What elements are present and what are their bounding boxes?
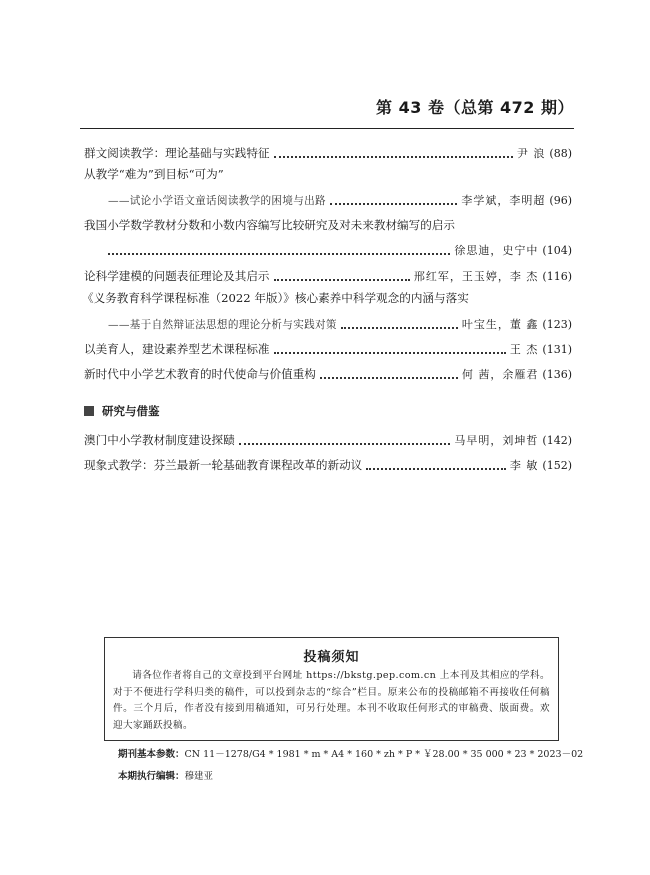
toc-entry-page: (116) [542, 269, 572, 283]
toc-entry-title: 群文阅读教学：理论基础与实践特征 [84, 146, 270, 160]
toc-entry-title[interactable]: 我国小学数学教材分数和小数内容编写比较研究及对未来教材编写的启示 [84, 218, 456, 232]
toc-entry-page: (88) [549, 146, 572, 160]
leader-dots [341, 325, 458, 329]
toc-entry-page: (131) [542, 342, 572, 356]
toc-entry-page: (104) [542, 243, 572, 257]
toc-entry-title: 现象式教学：芬兰最新一轮基础教育课程改革的新动议 [84, 458, 363, 472]
journal-parameters-label: 期刊基本参数 [118, 749, 176, 760]
submission-notice-box [104, 637, 559, 741]
leader-dots [239, 441, 451, 445]
toc-entry-title: 澳门中小学教材制度建设探赜 [84, 433, 235, 447]
toc-entry-authors: 邢红军，王玉婷，李 杰 [413, 270, 539, 283]
toc-entry-authors: 徐思迪，史宁中 [454, 244, 539, 257]
section-heading-label: 研究与借鉴 [102, 404, 160, 418]
toc-entry-authors: 何 茜，余雁君 [461, 368, 539, 381]
toc-entry-title: 新时代中小学艺术教育的时代使命与价值重构 [84, 367, 316, 381]
square-bullet-icon [84, 406, 94, 416]
toc-entry-authors: 叶宝生，董 鑫 [461, 318, 539, 331]
leader-dots [366, 466, 506, 470]
executive-editor [118, 768, 213, 782]
toc-entry-page: (136) [542, 367, 572, 381]
toc-entry-subtitle: ——基于自然辩证法思想的理论分析与实践对策 [108, 318, 337, 331]
toc-entry-authors: 马早明，刘坤哲 [454, 434, 539, 447]
notice-title: 投稿须知 [303, 650, 360, 665]
colon: ： [175, 749, 185, 760]
toc-entry[interactable] [84, 266, 572, 286]
journal-parameters [118, 746, 583, 760]
toc-entry[interactable] [84, 143, 572, 163]
toc-entry[interactable] [84, 455, 572, 475]
toc-entry-page: (123) [542, 317, 572, 331]
toc-entry-title: 论科学建模的问题表征理论及其启示 [84, 269, 270, 283]
toc-entry-subtitle: ——试论小学语文童话阅读教学的困境与出路 [108, 194, 326, 207]
header-rule [80, 128, 574, 129]
leader-dots [274, 350, 506, 354]
toc-entry-authors: 尹 浪 [516, 147, 546, 160]
leader-dots [274, 277, 410, 281]
toc-entry-title[interactable]: 从教学“难为”到目标“可为” [84, 167, 224, 181]
toc-entry[interactable] [84, 339, 572, 359]
leader-dots [330, 201, 458, 205]
journal-parameters-value: CN 11－1278/G4 * 1981 * m * A4 * 160 * zh * P * ￥28.00 * 35 000 * 23 * 2023－02 [184, 749, 584, 760]
toc-entry-authors: 王 杰 [509, 343, 539, 356]
volume-issue-heading: 第 43 卷（总第 472 期） [376, 98, 574, 117]
toc-entry-authors: 李学斌，李明超 [461, 194, 546, 207]
toc-entry[interactable] [84, 430, 572, 450]
leader-dots [274, 154, 513, 158]
notice-text: 请各位作者将自己的文章投到平台网址 https://bkstg.pep.com.cn 上本刊及其相应的学科。对于不便进行学科归类的稿件，可以投到杂志的“综合”栏目。原来公布的投稿邮箱不再接收任何稿件。三个月后，作者没有接到用稿通知，可另行处理。本刊不收取任何形式的审稿费、版面费。欢迎大家踊跃投稿。 [113, 670, 550, 731]
toc-entry-authors: 李 敏 [509, 459, 539, 472]
toc-entry-page: (142) [542, 433, 572, 447]
leader-dots [320, 375, 458, 379]
notice-body [113, 668, 550, 734]
toc-entry-continuation[interactable] [108, 240, 572, 260]
toc-entry-title[interactable]: 《义务教育科学课程标准（2022 年版）》核心素养中科学观念的内涵与落实 [82, 291, 469, 305]
executive-editor-label: 本期执行编辑 [118, 771, 176, 782]
toc-entry-title: 以美育人，建设素养型艺术课程标准 [84, 342, 270, 356]
toc-entry-page: (152) [542, 458, 572, 472]
executive-editor-name: 穆建亚 [184, 771, 214, 782]
toc-entry[interactable] [84, 364, 572, 384]
toc-entry-page: (96) [549, 193, 572, 207]
toc-entry-subtitle-row[interactable] [108, 190, 572, 210]
colon: ： [175, 771, 185, 782]
section-heading [84, 403, 160, 419]
toc-entry-subtitle-row[interactable] [108, 314, 572, 334]
leader-dots [108, 251, 450, 255]
